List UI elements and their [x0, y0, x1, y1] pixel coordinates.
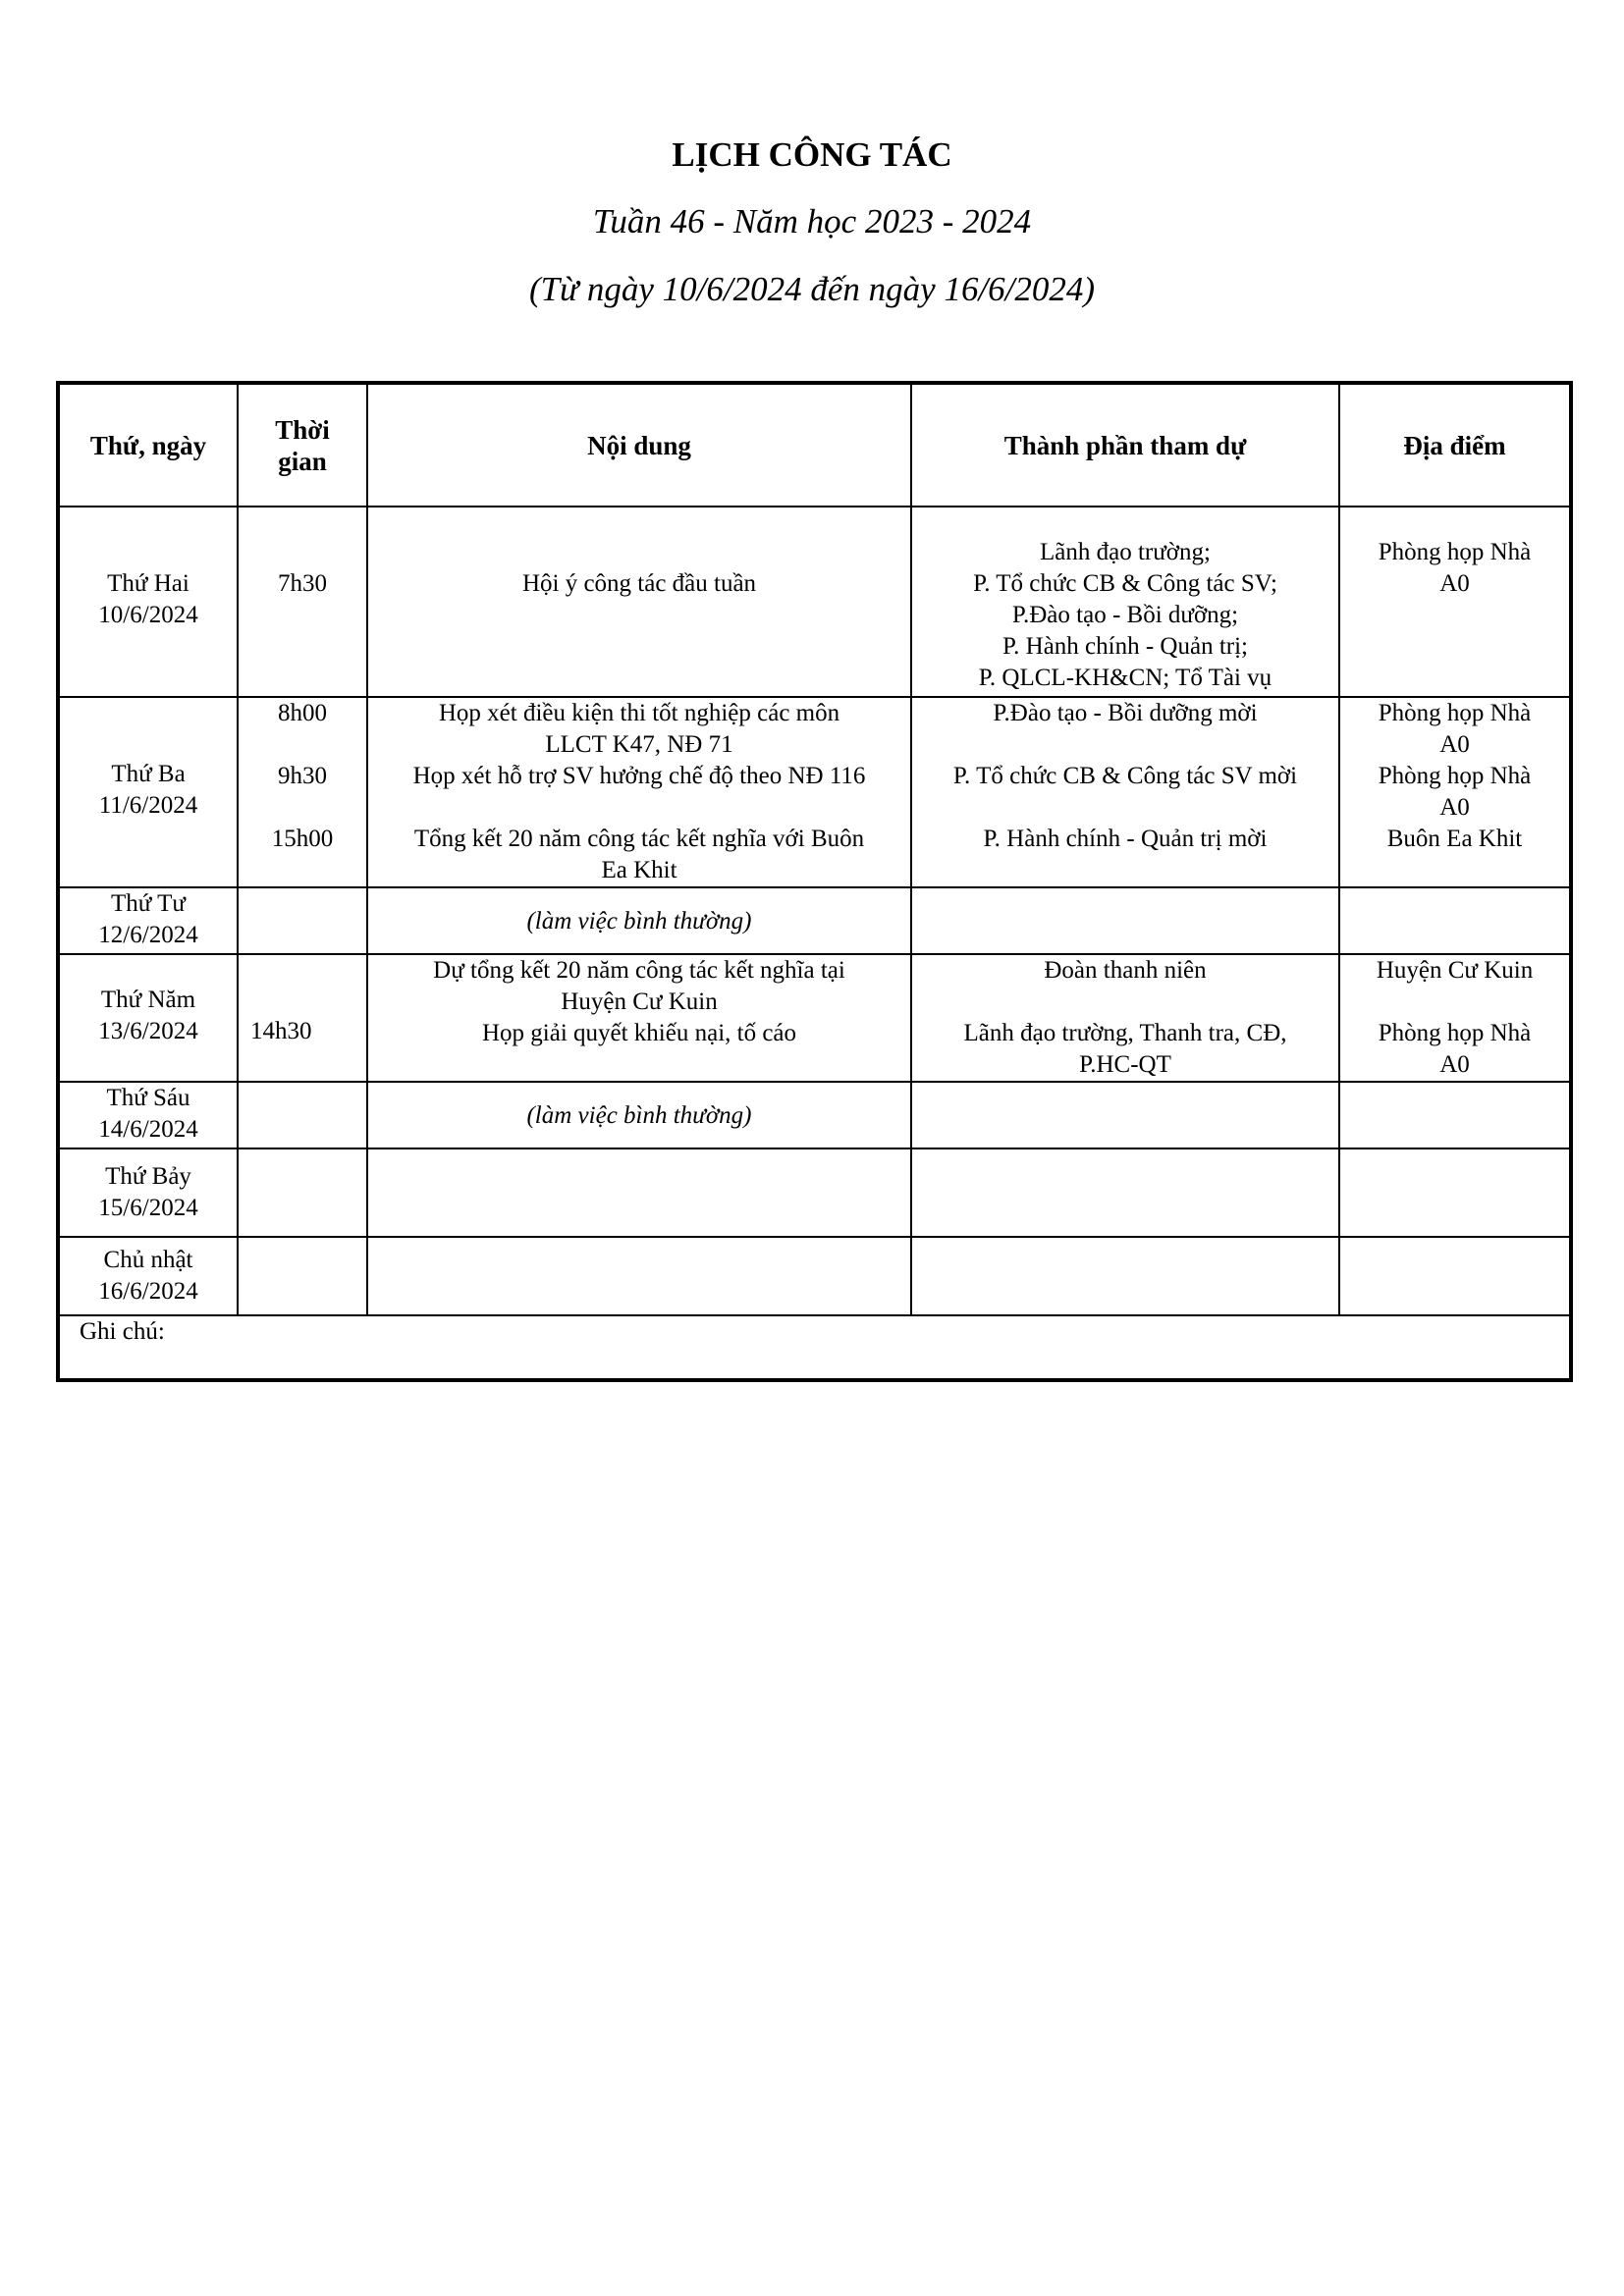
- day-cell: [58, 887, 238, 954]
- col-header-time-line1: Thời: [275, 414, 330, 445]
- col-header-time: [238, 383, 367, 507]
- note-cell: [58, 1315, 1571, 1380]
- table-row-sunday: [58, 1237, 1571, 1315]
- attendee-line: P. Tổ chức CB & Công tác SV mời: [952, 763, 1298, 789]
- day-date: 11/6/2024: [98, 792, 198, 819]
- attendees-cell: [911, 697, 1339, 887]
- attendee-line: P. Hành chính - Quản trị;: [1002, 633, 1248, 660]
- table-row-saturday: [58, 1148, 1571, 1237]
- content-cell: [367, 507, 911, 697]
- content-cell: [367, 1082, 911, 1148]
- time-spacer: [920, 987, 1330, 1018]
- location-line: A0: [1439, 731, 1470, 758]
- location-cell: [1339, 1082, 1571, 1148]
- location-cell: [1339, 887, 1571, 954]
- table-header-row: [58, 383, 1571, 507]
- time-value: 8h00: [278, 700, 327, 726]
- content-cell: [367, 697, 911, 887]
- location-cell: [1339, 697, 1571, 887]
- time-value: 14h30: [250, 1018, 312, 1044]
- attendee-line: Lãnh đạo trường, Thanh tra, CĐ,: [963, 1020, 1287, 1046]
- day-name: Thứ Ba: [111, 761, 186, 787]
- time-spacer: [920, 729, 1330, 761]
- location-line: Buôn Ea Khit: [1386, 826, 1523, 852]
- location-cell: [1339, 507, 1571, 697]
- note-label: Ghi chú:: [80, 1318, 165, 1345]
- day-cell: [58, 1082, 238, 1148]
- schedule-table: [56, 381, 1573, 1382]
- col-header-attendees: Thành phần tham dự: [911, 383, 1339, 507]
- attendees-cell: [911, 1148, 1339, 1237]
- col-header-content: Nội dung: [367, 383, 911, 507]
- attendees-cell: [911, 887, 1339, 954]
- day-cell: [58, 1237, 238, 1315]
- time-cell: [238, 1237, 367, 1315]
- table-row-wednesday: [58, 887, 1571, 954]
- location-line: Phòng họp Nhà: [1378, 763, 1532, 789]
- col-header-location: Địa điểm: [1339, 383, 1571, 507]
- col-header-day: Thứ, ngày: [58, 383, 238, 507]
- time-value: 7h30: [278, 570, 327, 597]
- document-title: LỊCH CÔNG TÁC: [672, 135, 952, 174]
- attendees-cell: [911, 1082, 1339, 1148]
- attendee-line: P.Đào tạo - Bồi dưỡng mời: [993, 700, 1258, 726]
- day-name: Thứ Bảy: [105, 1163, 191, 1190]
- day-date: 16/6/2024: [98, 1278, 198, 1305]
- attendee-line: P.Đào tạo - Bồi dưỡng;: [1011, 602, 1239, 628]
- time-cell: [238, 954, 367, 1082]
- content-text: Tổng kết 20 năm công tác kết nghĩa với Buôn: [413, 826, 865, 852]
- day-name: Thứ Tư: [111, 890, 186, 917]
- day-name: Chủ nhật: [103, 1247, 193, 1273]
- content-cell: [367, 1237, 911, 1315]
- attendee-line: Lãnh đạo trường;: [1040, 539, 1211, 565]
- time-spacer: [376, 792, 902, 824]
- content-cell: [367, 1148, 911, 1237]
- time-value: 9h30: [278, 763, 327, 789]
- day-date: 15/6/2024: [98, 1195, 198, 1221]
- attendee-line: Đoàn thanh niên: [1044, 957, 1207, 984]
- time-spacer: [1348, 987, 1561, 1018]
- col-header-time-line2: gian: [278, 446, 327, 476]
- content-text: Hội ý công tác đầu tuần: [521, 570, 757, 597]
- content-text: (làm việc bình thường): [526, 1102, 752, 1129]
- location-cell: [1339, 1148, 1571, 1237]
- attendee-line: P.HC-QT: [1079, 1051, 1171, 1078]
- content-text: Dự tổng kết 20 năm công tác kết nghĩa tại: [433, 957, 845, 984]
- location-line: A0: [1439, 794, 1470, 821]
- day-cell: [58, 1148, 238, 1237]
- table-row-note: [58, 1315, 1571, 1380]
- location-line: Phòng họp Nhà: [1378, 700, 1532, 726]
- time-cell: [238, 1082, 367, 1148]
- day-date: 14/6/2024: [98, 1116, 198, 1143]
- day-name: Thứ Sáu: [106, 1085, 190, 1111]
- location-line: Phòng họp Nhà: [1378, 1020, 1532, 1046]
- time-cell: [238, 697, 367, 887]
- attendees-cell: [911, 507, 1339, 697]
- content-cell: [367, 887, 911, 954]
- table-row-tuesday: [58, 697, 1571, 887]
- document-week: Tuần 46 - Năm học 2023 - 2024: [592, 202, 1032, 240]
- day-date: 10/6/2024: [98, 602, 198, 628]
- location-cell: [1339, 954, 1571, 1082]
- content-text: Huyện Cư Kuin: [561, 988, 718, 1015]
- time-spacer: [246, 792, 358, 824]
- attendee-line: P. QLCL-KH&CN; Tổ Tài vụ: [978, 665, 1272, 691]
- attendee-line: P. Hành chính - Quản trị mời: [983, 826, 1268, 852]
- table-row-friday: [58, 1082, 1571, 1148]
- time-cell: [238, 507, 367, 697]
- day-name: Thứ Năm: [100, 987, 196, 1013]
- content-text: Họp xét điều kiện thi tốt nghiệp các môn: [438, 700, 840, 726]
- content-cell: [367, 954, 911, 1082]
- day-date: 12/6/2024: [98, 922, 198, 948]
- day-date: 13/6/2024: [98, 1018, 198, 1044]
- day-name: Thứ Hai: [107, 570, 189, 597]
- attendees-cell: [911, 1237, 1339, 1315]
- table-row-thursday: [58, 954, 1571, 1082]
- day-cell: [58, 954, 238, 1082]
- attendee-line: P. Tổ chức CB & Công tác SV;: [973, 570, 1277, 597]
- time-spacer: [920, 792, 1330, 824]
- document-date-range: (Từ ngày 10/6/2024 đến ngày 16/6/2024): [528, 270, 1096, 308]
- time-cell: [238, 887, 367, 954]
- attendees-cell: [911, 954, 1339, 1082]
- content-text: (làm việc bình thường): [526, 908, 752, 934]
- time-cell: [238, 1148, 367, 1237]
- location-line: Huyện Cư Kuin: [1376, 957, 1534, 984]
- location-line: A0: [1439, 1051, 1470, 1078]
- content-text: LLCT K47, NĐ 71: [545, 731, 733, 758]
- content-text: Họp giải quyết khiếu nại, tố cáo: [481, 1020, 797, 1046]
- table-row-monday: [58, 507, 1571, 697]
- time-value: 15h00: [271, 826, 334, 852]
- time-spacer: [246, 729, 358, 761]
- day-cell: [58, 697, 238, 887]
- day-cell: [58, 507, 238, 697]
- content-text: Ea Khit: [601, 857, 677, 883]
- location-line: Phòng họp Nhà: [1378, 539, 1532, 565]
- location-line: A0: [1439, 570, 1470, 597]
- content-text: Họp xét hỗ trợ SV hưởng chế độ theo NĐ 116: [412, 763, 866, 789]
- location-cell: [1339, 1237, 1571, 1315]
